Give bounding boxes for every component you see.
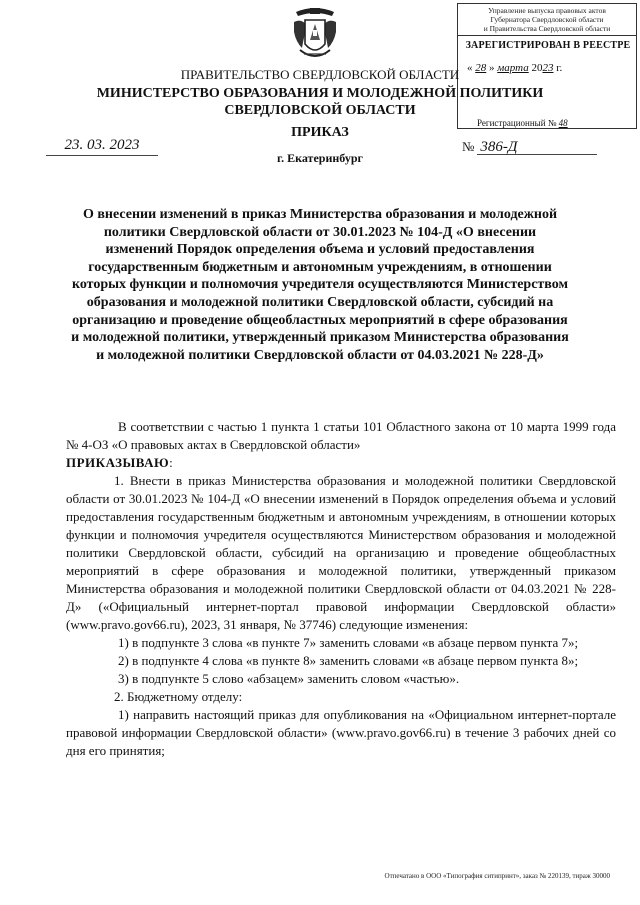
stamp-date: « 28 » марта 2023 г. bbox=[467, 62, 563, 74]
stamp-divider bbox=[457, 35, 637, 36]
document-type: ПРИКАЗ bbox=[291, 125, 349, 140]
ministry-name-line2: СВЕРДЛОВСКОЙ ОБЛАСТИ bbox=[224, 103, 416, 118]
order-line: ПРИКАЗЫВАЮ: bbox=[66, 455, 173, 470]
stamp-month: марта bbox=[497, 62, 529, 74]
stamp-day: 28 bbox=[475, 62, 487, 74]
stamp-year-tail: г. bbox=[556, 62, 563, 74]
item-1-1: 1) в подпункте 3 слова «в пункте 7» заменить словами «в абзаце первом пункта 7»; bbox=[118, 635, 579, 650]
item-1-2: 2) в подпункте 4 слова «в пункте 8» заменить словами «в абзаце первом пункта 8»; bbox=[118, 653, 579, 668]
document-title: О внесении изменений в приказ Министерства образования и молодежной политики Свердловской области от 30.01.2023 № 104-Д «О внесении изменений Порядок определения объема и условий предоставления государственным бюджетным и автономным учреждениям, в отношении которых функции и полномочия учредителя осуществляются Министерством образования и молодежной политики Свердловской области, субсидий на организацию и проведение общеобластных мероприятий в сфере образования и молодежной политики, утвержденный приказом Министерства образования и молодежной политики Свердловской области от 04.03.2021 № 228-Д» bbox=[71, 207, 569, 363]
order-word: ПРИКАЗЫВАЮ bbox=[66, 455, 170, 470]
number-sign: № bbox=[462, 139, 475, 154]
stamp-issuer-line1: Управление выпуска правовых актов bbox=[488, 6, 606, 15]
stamp-issuer bbox=[463, 6, 631, 33]
stamp-registered-label: ЗАРЕГИСТРИРОВАН В РЕЕСТРЕ bbox=[465, 40, 631, 51]
stamp-reg-label: Регистрационный bbox=[477, 118, 546, 128]
city: г. Екатеринбург bbox=[277, 151, 363, 165]
stamp-issuer-line3: и Правительства Свердловской области bbox=[483, 24, 611, 33]
ministry-name-line1: МИНИСТЕРСТВО ОБРАЗОВАНИЯ И МОЛОДЕЖНОЙ ПОЛИТИКИ bbox=[96, 86, 544, 101]
coat-of-arms-emblem bbox=[290, 6, 340, 64]
stamp-year-prefix: 20 bbox=[531, 62, 543, 74]
stamp-year-suffix: 23 bbox=[542, 62, 554, 74]
preamble: В соответствии с частью 1 пункта 1 статьи 101 Областного закона от 10 марта 1999 года № 4-ОЗ «О правовых актах в Свердловской области» bbox=[66, 419, 616, 452]
item-1-3: 3) в подпункте 5 слово «абзацем» заменить словом «частью». bbox=[118, 671, 460, 686]
document-body bbox=[66, 418, 616, 760]
stamp-reg-no-sign: № bbox=[547, 118, 557, 128]
item-1: 1. Внести в приказ Министерства образования и молодежной политики Свердловской области от 30.01.2023 № 104-Д «О внесении изменений в Порядок определения объема и условий предоставления государственным бюджетным и автономным учреждениям, в отношении которых функции и полномочия учредителя осуществляются Министерством образования и молодежной политики Свердловской области, субсидий на организацию и проведение общеобластных мероприятий в сфере образования и молодежной политики, утвержденный приказом Министерства образования и молодежной политики Свердловской области от 04.03.2021 № 228-Д» («Официальный интернет-портал правовой информации Свердловской области» (www.pravo.gov66.ru), 2023, 31 января, № 37746) следующие изменения: bbox=[66, 473, 616, 632]
government-name: ПРАВИТЕЛЬСТВО СВЕРДЛОВСКОЙ ОБЛАСТИ bbox=[180, 67, 460, 82]
item-2-1: 1) направить настоящий приказ для опубликования на «Официальном интернет-портале правовой информации Свердловской области» (www.pravo.gov66.ru) в течение 3 рабочих дней со дня его принятия; bbox=[66, 707, 616, 758]
stamp-issuer-line2: Губернатора Свердловской области bbox=[490, 15, 604, 24]
stamp-reg-value: 48 bbox=[558, 118, 568, 128]
item-2: 2. Бюджетному отделу: bbox=[114, 689, 243, 704]
number-value: 386-Д bbox=[480, 139, 518, 155]
document-date: 23. 03. 2023 bbox=[46, 137, 158, 156]
print-footer: Отпечатано в ООО «Типография ситипринт», заказ № 220139, тираж 30000 bbox=[384, 872, 610, 880]
